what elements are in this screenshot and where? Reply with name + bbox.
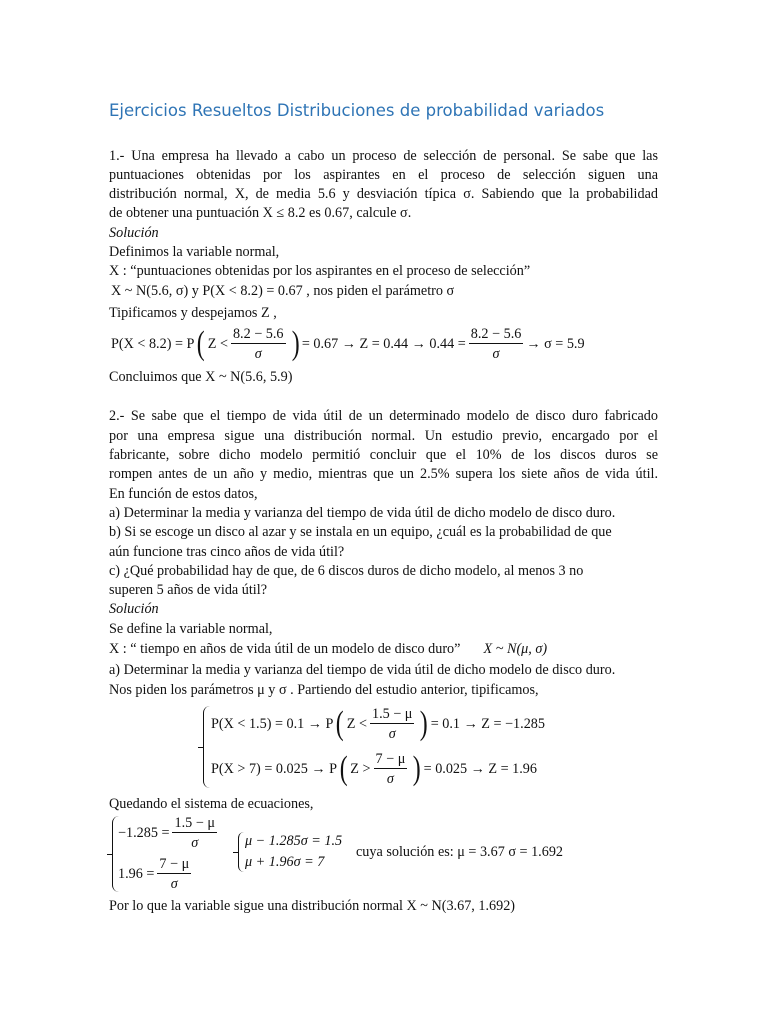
left-paren: ( [336,705,345,742]
ex1-paragraph-line-1: 1.- Una empresa ha llevado a cabo un proceso de selección de personal. Se sabe que las [109,148,658,164]
left-brace [203,706,210,788]
ex2-linear-eq-1: μ − 1.285σ = 1.5 [245,833,343,849]
ex1-variable-definition: Definimos la variable normal, [109,244,280,260]
ex2-s1-result: = 0.1 → Z = −1.285 [430,715,545,732]
ex2-s1-z: Z < [346,715,367,732]
ex2-s2-z: Z > [350,760,371,777]
fraction-denominator: σ [388,726,396,742]
ex2-system-intro: Quedando el sistema de ecuaciones, [109,796,314,812]
ex1-equation [111,326,585,362]
page-title: Ejercicios Resueltos Distribuciones de probabilidad variados [109,101,605,120]
ex2-system-eq-2 [118,857,194,891]
ex2-sys2-lhs: 1.96 = [118,865,155,882]
ex1-paragraph-line-2: puntuaciones obtenidas por los aspirantes en el proceso de selección siguen una [109,167,658,183]
left-paren: ( [339,750,348,787]
ex2-paragraph-line-5: En función de estos datos, [109,486,258,502]
fraction-numerator: 7 − μ [157,857,191,874]
fraction-denominator: σ [170,876,178,892]
ex1-eq-result: → σ = 5.9 [526,335,585,352]
fraction-numerator: 8.2 − 5.6 [469,327,524,344]
ex1-paragraph-line-4: de obtener una puntuación X ≤ 8.2 es 0.67, calcule σ. [109,205,412,221]
ex1-fraction [231,327,286,361]
ex2-sys1-fraction [172,816,216,850]
ex2-paragraph-line-2: por una empresa sigue una distribución normal. Un estudio previo, encargado por el [109,428,658,444]
fraction-denominator: σ [492,346,500,362]
right-paren: ) [420,705,429,742]
ex2-answer-a: a) Determinar la media y varianza del tiempo de vida útil de dicho modelo de disco duro. [109,662,616,678]
ex2-variable-description [109,640,547,659]
fraction-numerator: 8.2 − 5.6 [231,327,286,344]
fraction-denominator: σ [254,346,262,362]
ex2-s2-fraction [374,752,408,786]
ex2-paragraph-line-3: fabricante, sobre dicho modelo permitió concluir que el 10% de los discos duros se [109,447,658,463]
ex2-s2-lhs: P(X > 7) = 0.025 → P [211,760,337,777]
left-brace [238,832,244,872]
ex2-question-b-line-1: b) Si se escoge un disco al azar y se instala en un equipo, ¿cuál es la probabilidad de que [109,524,612,540]
ex2-sys1-lhs: −1.285 = [118,824,170,841]
ex1-distribution-statement: X ~ N(5.6, σ) y P(X < 8.2) = 0.67 , nos piden el parámetro σ [111,283,455,299]
fraction-numerator: 1.5 − μ [172,816,216,833]
fraction-numerator: 7 − μ [374,752,408,769]
ex1-variable-description: X : “puntuaciones obtenidas por los aspirantes en el proceso de selección” [109,263,531,279]
ex2-parameters-text: Nos piden los parámetros μ y σ . Partiendo del estudio anterior, tipificamos, [109,682,539,698]
left-paren: ( [197,325,206,362]
ex1-eq-middle: = 0.67 → Z = 0.44 → 0.44 = [301,335,466,352]
ex1-fraction-2 [469,327,524,361]
ex2-standardization-2 [211,751,537,787]
ex2-paragraph-line-4: rompen antes de un año y medio, mientras que un 2.5% supera los siete años de vida útil. [109,466,658,482]
ex2-question-c-line-1: c) ¿Qué probabilidad hay de que, de 6 discos duros de dicho modelo, al menos 3 no [109,563,584,579]
ex2-s1-lhs: P(X < 1.5) = 0.1 → P [211,715,334,732]
ex2-variable-definition: Se define la variable normal, [109,621,273,637]
ex2-variable-text: X : “ tiempo en años de vida útil de un modelo de disco duro” [109,641,461,657]
ex2-system-eq-1 [118,816,220,850]
fraction-numerator: 1.5 − μ [370,707,414,724]
ex1-eq-lhs: P(X < 8.2) = P [111,335,195,352]
ex2-s1-fraction [370,707,414,741]
ex2-question-c-line-2: superen 5 años de vida útil? [109,582,267,598]
ex2-final-distribution: Por lo que la variable sigue una distribución normal X ~ N(3.67, 1.692) [109,898,516,914]
ex2-question-b-line-2: aún funcione tras cinco años de vida útil? [109,544,345,560]
ex2-standardization-1 [211,706,545,742]
ex1-standardize-text: Tipificamos y despejamos Z , [109,305,277,321]
ex2-solution-label: Solución [109,601,159,617]
fraction-denominator: σ [386,771,394,787]
ex2-linear-eq-2: μ + 1.96σ = 7 [245,854,325,870]
fraction-denominator: σ [191,835,199,851]
ex2-s2-result: = 0.025 → Z = 1.96 [423,760,537,777]
ex2-solution-values: cuya solución es: μ = 3.67 σ = 1.692 [356,844,564,860]
ex1-conclusion: Concluimos que X ~ N(5.6, 5.9) [109,369,293,385]
ex2-sys2-fraction [157,857,191,891]
ex1-solution-label: Solución [109,225,159,241]
right-paren: ) [413,750,421,787]
right-paren: ) [291,325,300,362]
ex1-eq-z: Z < [207,335,228,352]
ex2-paragraph-line-1: 2.- Se sabe que el tiempo de vida útil de un determinado modelo de disco duro fabricado [109,408,658,424]
ex1-paragraph-line-3: distribución normal, X, de media 5.6 y desviación típica σ. Sabiendo que la probabilidad [109,186,658,202]
ex2-question-a: a) Determinar la media y varianza del tiempo de vida útil de dicho modelo de disco duro. [109,505,616,521]
ex2-variable-distribution: X ~ N(μ, σ) [483,641,548,657]
